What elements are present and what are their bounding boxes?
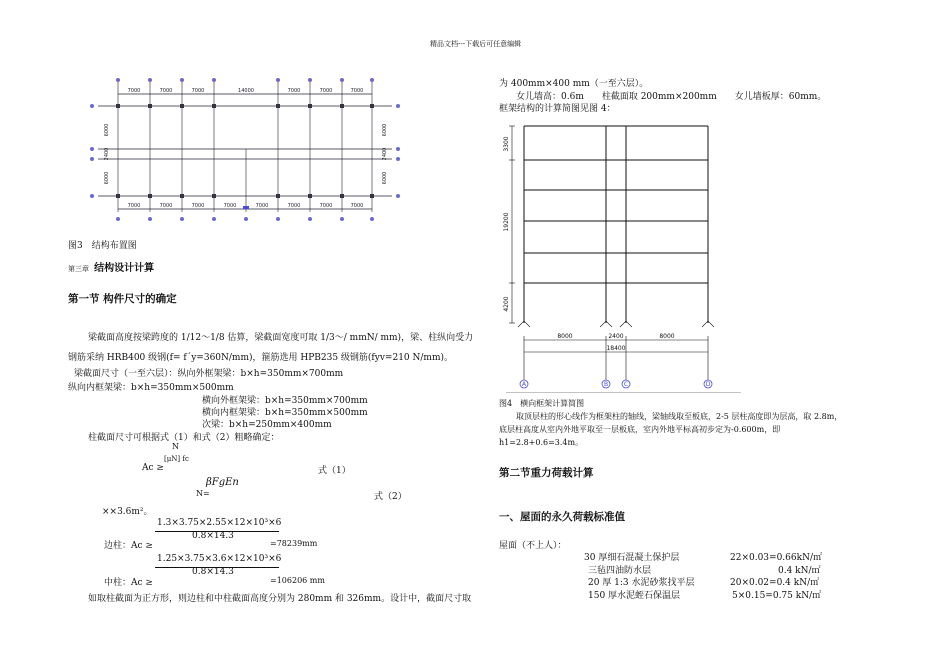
axis-label-a: A — [521, 381, 527, 388]
bottom-dim-2: 7000 — [159, 203, 173, 209]
edge-denominator: 0.8×14.3 — [192, 531, 234, 541]
top-dim-5: 7000 — [287, 88, 301, 94]
para-10: 如取柱截面为正方形，则边柱和中柱截面高度分别为 280mm 和 326mm。设计中，截面尺寸取 — [88, 594, 472, 604]
mid-lhs: 中柱：Ac ≥ — [104, 578, 153, 588]
load-item-name: 30 厚细石混凝土保护层 — [584, 553, 680, 563]
chapter-title: 结构设计计算 — [94, 263, 155, 274]
structure-plan-figure — [80, 72, 410, 232]
right-para-2: 女儿墙高：0.6m 柱截面取 200mm×200mm 女儿墙板厚：60mm。 — [516, 92, 827, 102]
right-dim-3: 6000 — [382, 171, 388, 185]
subsection1-title: 一、屋面的永久荷载标准值 — [499, 511, 625, 523]
para-1: 梁截面高度按梁跨度的 1/12～1/8 估算，梁截面宽度可取 1/3～/ mmN/ mm)，梁、柱纵向受力 — [88, 333, 474, 343]
formula1-lhs: Ac ≥ — [142, 463, 164, 473]
bottom-dim-4: 7000 — [223, 203, 237, 209]
right-para-6: h1=2.8+0.6=3.4m。 — [499, 438, 584, 447]
left-dim-2: 2400 — [104, 147, 110, 161]
edge-lhs: 边柱：Ac ≥ — [104, 541, 153, 551]
chapter-prefix: 第三章 — [68, 265, 89, 273]
roof-label: 屋面（不上人）： — [499, 541, 567, 551]
left-dim-3: 6000 — [104, 171, 110, 185]
page-header: 精品文档---下载后可任意编辑 — [430, 40, 522, 48]
section1-title: 第一节 构件尺寸的确定 — [68, 293, 177, 305]
axis-label-d: D — [705, 381, 711, 388]
frame-span-2: 2400 — [608, 333, 624, 340]
load-item-value: 0.4 kN/㎡ — [778, 566, 821, 576]
frame-dim-middle: 19200 — [503, 212, 510, 232]
load-item-name: 20 厚 1:3 水泥砂浆找平层 — [588, 578, 695, 588]
formula1-tag: 式（1） — [318, 466, 351, 476]
load-item-value: 5×0.15=0.75 kN/㎡ — [732, 591, 822, 601]
formula2-expression: βFgEn — [206, 477, 239, 488]
para-4: 纵向内框架梁：b×h=350mm×500mm — [68, 383, 234, 393]
frame-dim-top: 3300 — [503, 136, 510, 152]
formula1-numerator: N — [172, 442, 179, 451]
fig4-caption: 图4 横向框架计算简图 — [499, 399, 585, 408]
frame-span-3: 8000 — [659, 333, 675, 340]
right-para-5: 底层柱高度从室内外地平取至一层板底，室内外地平标高初步定为-0.600m，即 — [499, 425, 781, 434]
top-dim-6: 7000 — [319, 88, 333, 94]
fig3-caption: 图3 结构布置图 — [68, 241, 137, 251]
bottom-dim-3: 7000 — [191, 203, 205, 209]
mid-denominator: 0.8×14.3 — [192, 567, 234, 577]
frame-calculation-figure — [496, 118, 746, 393]
load-item-name: 150 厚水泥蛭石保温层 — [588, 591, 681, 601]
bottom-dim-1: 7000 — [127, 203, 141, 209]
para-8: 柱截面尺寸可根据式（1）和式（2）粗略确定： — [88, 433, 280, 443]
axis-label-c: C — [623, 381, 629, 388]
formula1-denominator: [μN] fc — [164, 455, 189, 463]
bottom-dim-6: 7000 — [287, 203, 301, 209]
right-dim-1: 6000 — [382, 123, 388, 137]
mid-result: =106206 mm — [270, 576, 325, 585]
top-dim-4: 14000 — [238, 88, 254, 94]
axis-label-b: B — [603, 381, 609, 388]
load-item-name: 三毡四油防水层 — [588, 566, 652, 576]
para-6: 横向内框架梁：b×h=350mm×500mm — [202, 408, 368, 418]
para-2: 钢筋采纳 HRB400 级钢(f= fˊy=360N/mm)，箍筋选用 HPB235 级钢筋(fyv=210 N/mm)。 — [68, 353, 454, 363]
top-dim-1: 7000 — [127, 88, 141, 94]
right-para-3: 框架结构的计算简图见图 4： — [499, 104, 616, 114]
para-9: ××3.6m²。 — [102, 507, 153, 517]
frame-dim-bottom: 4200 — [503, 296, 510, 312]
edge-numerator: 1.3×3.75×2.55×12×10³×6 — [157, 518, 282, 528]
top-dim-2: 7000 — [159, 88, 173, 94]
formula2-tag: 式（2） — [374, 492, 407, 502]
formula2-lhs: N= — [196, 489, 210, 498]
right-dim-2: 2400 — [382, 147, 388, 161]
top-dim-3: 7000 — [191, 88, 205, 94]
frame-span-1: 8000 — [557, 333, 573, 340]
para-7: 次梁：b×h=250mm×400mm — [202, 420, 332, 430]
bottom-dim-5: 7000 — [255, 203, 269, 209]
load-item-value: 20×0.02=0.4 kN/㎡ — [730, 578, 820, 588]
load-item-value: 22×0.03=0.66kN/㎡ — [730, 553, 822, 563]
top-dim-7: 7000 — [350, 88, 364, 94]
para-3: 梁截面尺寸（一至六层）：纵向外框架梁：b×h=350mm×700mm — [74, 369, 344, 379]
para-5: 横向外框架梁：b×h=350mm×700mm — [202, 396, 368, 406]
frame-total-span: 18400 — [606, 345, 626, 352]
mid-numerator: 1.25×3.75×3.6×12×10³×6 — [157, 554, 282, 564]
section2-title: 第二节重力荷载计算 — [499, 467, 594, 479]
right-para-1: 为 400mm×400 mm（一至六层）。 — [499, 79, 649, 89]
left-dim-1: 6000 — [104, 123, 110, 137]
bottom-dim-7: 7000 — [319, 203, 333, 209]
chapter-heading — [68, 256, 154, 275]
edge-result: =78239mm — [270, 539, 318, 548]
right-para-4: 取顶层柱的形心线作为框架柱的轴线，梁轴线取至板底，2-5 层柱高度即为层高，取 2.8m， — [516, 412, 843, 421]
bottom-dim-8: 7000 — [350, 203, 364, 209]
